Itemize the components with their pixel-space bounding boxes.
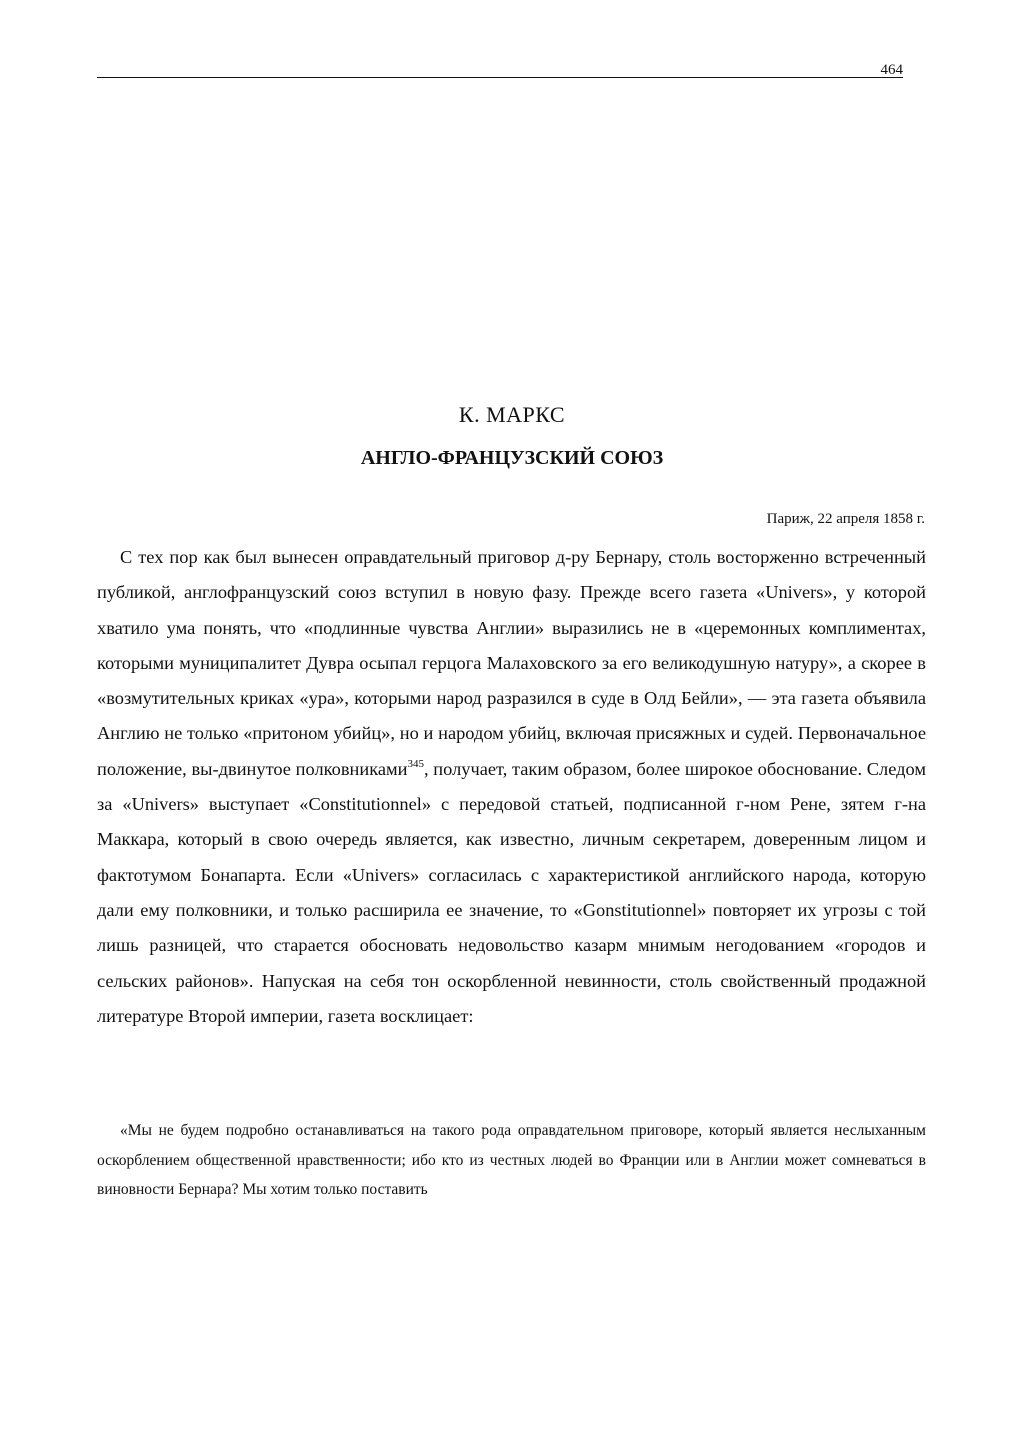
article-author: К. МАРКС: [458, 402, 566, 427]
article-dateline: Париж, 22 апреля 1858 г.: [766, 511, 925, 527]
footnote-reference[interactable]: 345: [407, 757, 424, 770]
body-text-part-1: С тех пор как был вынесен оправдательный приговор д-ру Бернару, столь восторженно встреченный публикой, англофранцузский союз вступил в новую фазу. Прежде всего газета «Univers», у которой хватило ума понять, что «подлинные чувства Англии» выразились не в «церемонных комплиментах, которыми муниципалитет Дувра осыпал герцога Малаховского за его великодушную натуру», а скорее в «возмутительных криках «ура», которыми народ разразился в суде в Олд Бейли», — эта газета объявила Англию не только «притоном убийц», но и народом убийц, включая присяжных и судей. Первоначальное положение, вы-двинутое полковниками: [97, 547, 926, 779]
body-paragraph: [97, 540, 926, 1034]
page-number: 464: [880, 62, 903, 78]
block-quote: «Мы не будем подробно останавливаться на такого рода оправдательном приговоре, который является неслыханным оскорблением общественной нравственности; ибо кто из честных людей во Франции или в Англии может сомневаться в виновности Бернара? Мы хотим только поставить: [97, 1122, 926, 1198]
article-title: АНГЛО-ФРАНЦУЗСКИЙ СОЮЗ: [360, 447, 664, 469]
body-text-part-2: , получает, таким образом, более широкое обоснование. Следом за «Univers» выступает «Constitutionnel» с передовой статьей, подписанной г-ном Рене, зятем г-на Маккара, который в свою очередь является, как известно, личным секретарем, доверенным лицом и фактотумом Бонапарта. Если «Univers» согласилась с характеристикой английского народа, которую дали ему полковники, и только расширила ее значение, то «Gonstitutionnel» повторяет их угрозы с той лишь разницей, что старается обосновать недовольство казарм мнимым негодованием «городов и сельских районов». Напуская на себя тон оскорбленной невинности, столь свойственный продажной литературе Второй империи, газета восклицает:: [97, 758, 926, 1026]
header-rule: [97, 77, 903, 78]
